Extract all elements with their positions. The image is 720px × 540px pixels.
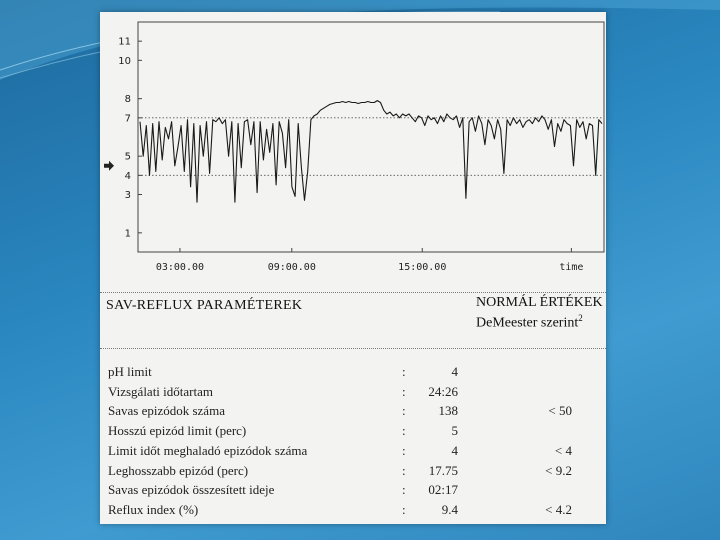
- param-label: Hosszú epizód limit (perc): [108, 423, 247, 439]
- x-tick-label-0: 03:00.00: [155, 262, 205, 273]
- x-tick-label-3: time: [559, 262, 584, 273]
- param-normal-value: < 4: [554, 442, 572, 458]
- y-tick-label-5: 5: [124, 151, 131, 163]
- normal-values-title: NORMÁL ÉRTÉKEK: [476, 295, 603, 310]
- param-normal-value: < 9.2: [545, 462, 572, 478]
- param-colon: :: [402, 364, 406, 379]
- param-label: Savas epizódok összesített ideje: [108, 482, 275, 498]
- param-colon: :: [402, 501, 406, 517]
- ph-trace-line: [140, 101, 602, 203]
- param-value: 17.75: [428, 462, 458, 478]
- y-tick-label-4: 4: [124, 170, 131, 182]
- param-row: [100, 482, 606, 501]
- normal-values-source: DeMeester szerint: [476, 315, 579, 331]
- slide-paper: [100, 12, 606, 524]
- param-row: [100, 384, 606, 403]
- ph-limit-marker-icon: [104, 161, 114, 171]
- param-colon: :: [402, 442, 406, 458]
- param-label: Leghosszabb epizód (perc): [108, 462, 249, 478]
- param-normal-value: < 50: [548, 403, 572, 419]
- param-colon: :: [402, 383, 406, 399]
- param-row: [100, 423, 606, 442]
- param-row: [100, 502, 606, 521]
- param-row: [100, 463, 606, 482]
- param-normal-value: < 4.2: [545, 501, 572, 517]
- ph-chart: [100, 12, 606, 282]
- y-tick-label-1: 1: [124, 228, 131, 240]
- param-colon: :: [402, 482, 406, 498]
- y-tick-label-8: 8: [124, 94, 131, 106]
- param-colon: :: [402, 423, 406, 439]
- param-label: Limit időt meghaladó epizódok száma: [108, 442, 308, 458]
- param-value: 24:26: [428, 383, 458, 399]
- param-label: Vizsgálati időtartam: [108, 383, 213, 399]
- param-row: [100, 443, 606, 462]
- param-value: 5: [451, 423, 458, 439]
- param-label: Savas epizódok száma: [108, 403, 225, 419]
- param-value: 02:17: [428, 482, 458, 498]
- param-row: [100, 403, 606, 422]
- param-value: 4: [451, 442, 458, 458]
- y-tick-label-10: 10: [118, 55, 131, 67]
- y-tick-label-11: 11: [118, 36, 131, 48]
- param-row: [100, 364, 606, 383]
- normal-values-subtitle: [476, 313, 583, 332]
- y-tick-label-7: 7: [124, 113, 131, 125]
- param-label: Reflux index (%): [108, 501, 199, 517]
- x-tick-label-2: 15:00.00: [398, 262, 447, 273]
- param-value: 4: [451, 364, 458, 379]
- param-label: pH limit: [108, 364, 152, 379]
- divider-bottom: [100, 348, 606, 349]
- param-value: 138: [438, 403, 458, 419]
- footnote-mark: 2: [578, 313, 583, 323]
- param-value: 9.4: [441, 501, 458, 517]
- param-colon: :: [402, 403, 406, 419]
- x-tick-label-1: 09:00.00: [267, 262, 316, 273]
- param-colon: :: [402, 462, 406, 478]
- y-tick-label-3: 3: [124, 190, 131, 201]
- params-title: SAV-REFLUX PARAMÉTEREK: [106, 298, 303, 313]
- divider-top: [100, 292, 606, 293]
